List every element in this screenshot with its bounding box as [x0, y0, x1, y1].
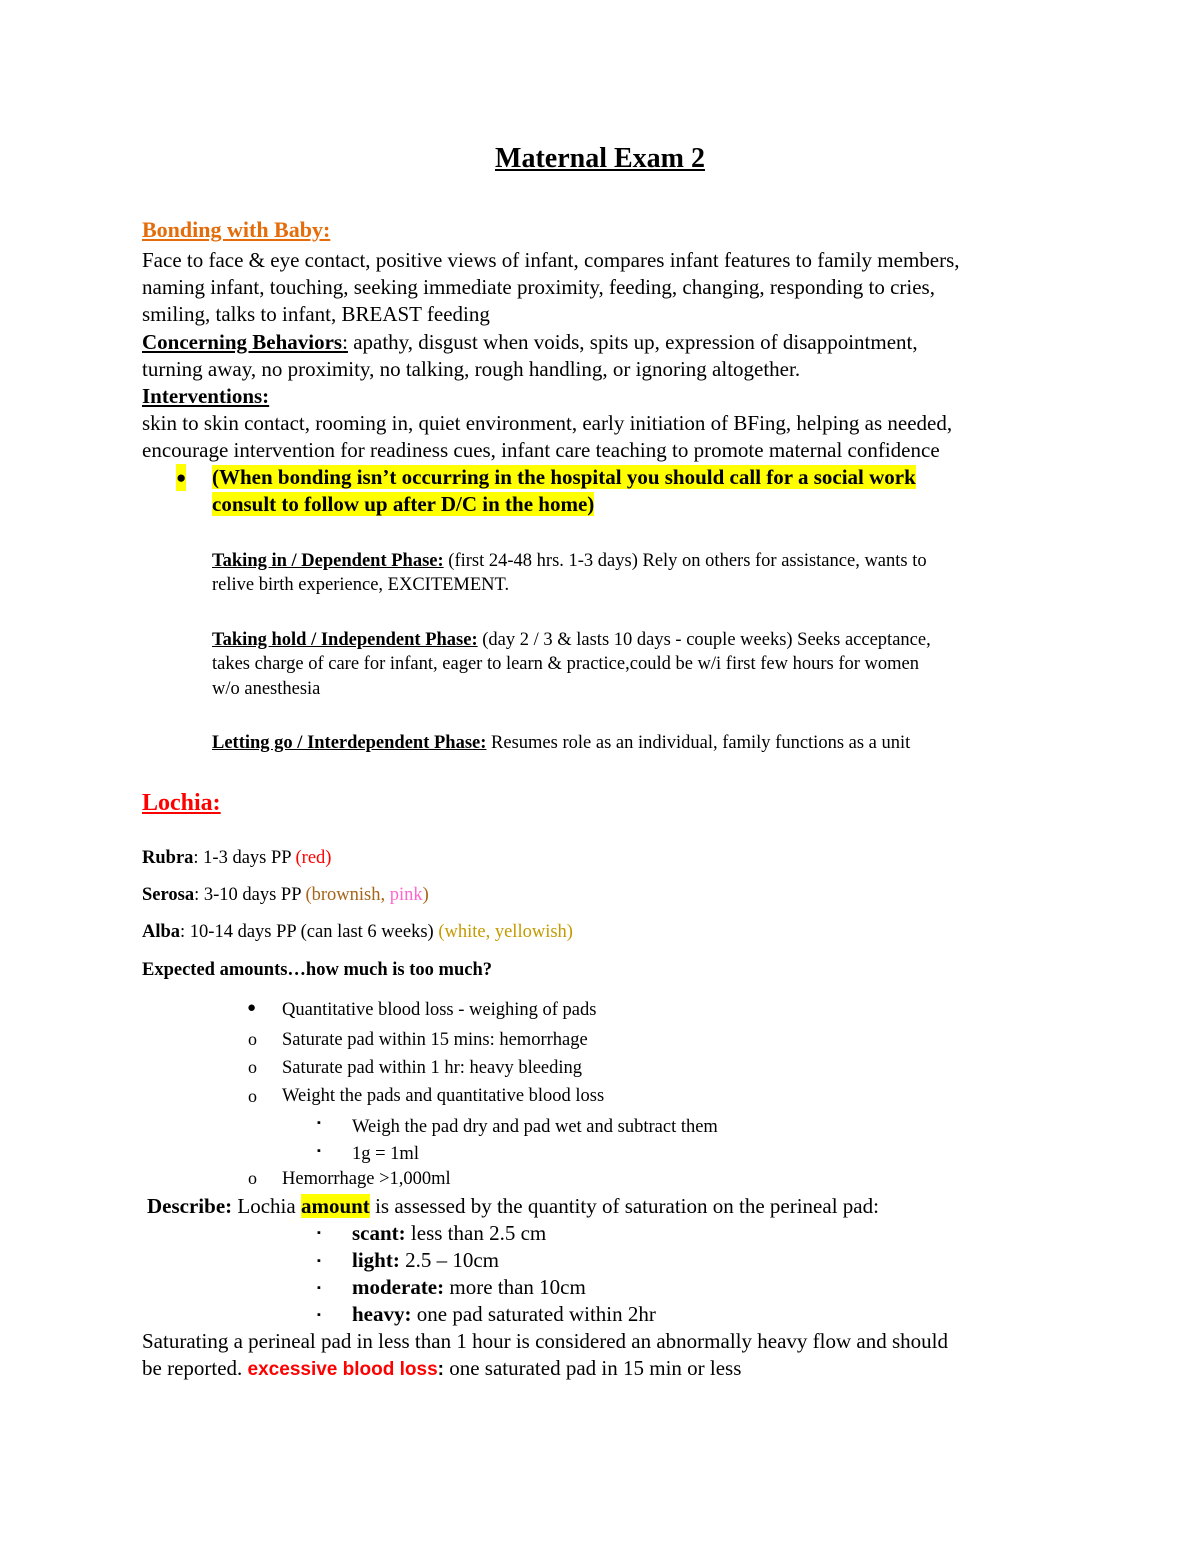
open-bullet: o	[248, 1029, 257, 1049]
open-bullet: o	[248, 1086, 257, 1106]
open-bullet: o	[248, 1168, 257, 1188]
taking-hold-line-3: w/o anesthesia	[212, 679, 321, 699]
taking-hold-line-1: Taking hold / Independent Phase: (day 2 / 3 & lasts 10 days - couple weeks) Seeks acceptance,	[212, 630, 931, 650]
square-bullet: ▪	[317, 1145, 321, 1157]
bonding-line-1: Face to face & eye contact, positive views of infant, compares infant features to family members,	[142, 248, 960, 272]
square-bullet: ▪	[317, 1117, 321, 1129]
rubra-line: Rubra: 1-3 days PP (red)	[142, 848, 332, 868]
taking-in-line-2: relive birth experience, EXCITEMENT.	[212, 575, 510, 595]
bonding-heading: Bonding with Baby:	[142, 217, 331, 242]
interventions-label: Interventions:	[142, 384, 270, 408]
amount-highlight: amount	[300, 1194, 370, 1218]
letting-go-line: Letting go / Interdependent Phase: Resumes role as an individual, family functions as a unit	[212, 733, 911, 753]
list-subitem: Weigh the pad dry and pad wet and subtract them	[352, 1117, 718, 1137]
list-item: Hemorrhage >1,000ml	[282, 1169, 451, 1189]
highlight-bullet: ●	[176, 464, 186, 491]
page-title: Maternal Exam 2	[495, 143, 705, 174]
serosa-line: Serosa: 3-10 days PP (brownish, pink)	[142, 885, 429, 905]
list-item: Saturate pad within 1 hr: heavy bleeding	[282, 1058, 583, 1078]
square-bullet: ▪	[317, 1282, 321, 1294]
amount-scant: scant: less than 2.5 cm	[352, 1221, 547, 1245]
taking-in-line-1: Taking in / Dependent Phase: (first 24-48 hrs. 1-3 days) Rely on others for assistance, wants to	[212, 551, 927, 571]
amount-light: light: 2.5 – 10cm	[352, 1248, 499, 1272]
alba-line: Alba: 10-14 days PP (can last 6 weeks) (white, yellowish)	[142, 922, 573, 942]
square-bullet: ▪	[317, 1227, 321, 1239]
taking-hold-line-2: takes charge of care for infant, eager to learn & practice,could be w/i first few hours for women	[212, 654, 919, 674]
taking-in-label: Taking in / Dependent Phase:	[212, 551, 444, 571]
bonding-line-3: smiling, talks to infant, BREAST feeding	[142, 302, 490, 326]
excessive-blood-loss: excessive blood loss	[247, 1359, 438, 1380]
closing-line-2: be reported. excessive blood loss: one saturated pad in 15 min or less	[142, 1356, 742, 1380]
amount-heavy: heavy: one pad saturated within 2hr	[352, 1302, 656, 1326]
open-bullet: o	[248, 1057, 257, 1077]
concerning-line-1	[142, 329, 918, 356]
lochia-heading: Lochia:	[142, 790, 221, 816]
bonding-line-2: naming infant, touching, seeking immediate proximity, feeding, changing, responding to cries,	[142, 275, 935, 299]
filled-bullet: ●	[247, 1000, 257, 1016]
interventions-line-2: encourage intervention for readiness cues, infant care teaching to promote maternal confidence	[142, 438, 940, 462]
highlight-line-2: consult to follow up after D/C in the home)	[212, 492, 595, 516]
letting-go-label: Letting go / Interdependent Phase:	[212, 733, 487, 753]
highlight-line-1: (When bonding isn’t occurring in the hospital you should call for a social work	[212, 465, 916, 489]
list-item: Quantitative blood loss - weighing of pads	[282, 1000, 597, 1020]
amount-moderate: moderate: more than 10cm	[352, 1275, 586, 1299]
square-bullet: ▪	[317, 1309, 321, 1321]
list-subitem: 1g = 1ml	[352, 1144, 419, 1164]
expected-heading: Expected amounts…how much is too much?	[142, 960, 492, 980]
closing-line-1: Saturating a perineal pad in less than 1 hour is considered an abnormally heavy flow and should	[142, 1329, 948, 1353]
describe-line: Describe: Lochia amount is assessed by the quantity of saturation on the perineal pad:	[147, 1194, 879, 1218]
list-item: Saturate pad within 15 mins: hemorrhage	[282, 1030, 588, 1050]
interventions-line-1: skin to skin contact, rooming in, quiet environment, early initiation of BFing, helping as needed,	[142, 411, 953, 435]
concerning-text-1: apathy, disgust when voids, spits up, expression of disappointment,	[347, 330, 918, 354]
taking-hold-label: Taking hold / Independent Phase:	[212, 630, 478, 650]
list-item: Weight the pads and quantitative blood loss	[282, 1086, 605, 1106]
concerning-label: Concerning Behaviors	[142, 330, 343, 354]
concerning-line-2: turning away, no proximity, no talking, rough handling, or ignoring altogether.	[142, 357, 801, 381]
square-bullet: ▪	[317, 1255, 321, 1267]
concerning-colon: :	[342, 330, 348, 354]
